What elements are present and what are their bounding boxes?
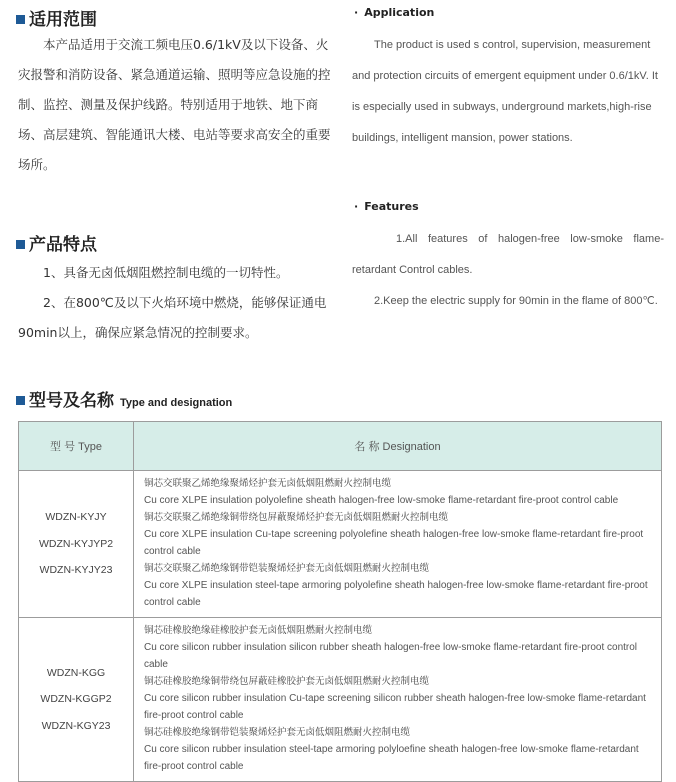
table-header-row: [19, 422, 662, 471]
designation-cn: 铜芯交联聚乙烯绝缘铜带绕包屏蔽聚烯烃护套无卤低烟阻燃耐火控制电缆: [144, 512, 449, 523]
model-code: WDZN-KYJYP2: [38, 537, 114, 550]
section-title-features-en: · Features: [354, 200, 419, 213]
bullet-dot-icon: ·: [354, 6, 359, 19]
model-code: WDZN-KGY23: [41, 719, 111, 732]
designation-cell: [134, 471, 662, 618]
model-cell: [19, 618, 134, 782]
model-cell: [19, 471, 134, 618]
feature-en-item-2: 2.Keep the electric supply for 90min in the flame of 800℃.: [374, 295, 658, 307]
designation-cn: 铜芯硅橡胶绝缘钢带铠装聚烯烃护套无卤低烟阻燃耐火控制电缆: [144, 727, 411, 738]
square-bullet-icon: [16, 15, 25, 24]
designation-en: Cu core silicon rubber insulation silicon rubber sheath halogen-free low-smoke flame-retardant fire-proot control cable: [144, 642, 638, 670]
model-code: WDZN-KGGP2: [40, 693, 112, 706]
feature-en-item-1: 1.All features of halogen-free low-smoke flame-retardant Control cables.: [352, 233, 664, 276]
applicable-body: 本产品适用于交流工频电压0.6/1kV及以下设备、火灾报警和消防设备、紧急通道运输、照明等应急设施的控制、监控、测量及保护线路。特别适用于地铁、地下商场、高层建筑、智能通讯大楼、电站等要求高安全的重要场所。: [18, 37, 331, 172]
designation-en: Cu core silicon rubber insulation Cu-tape screening silicon rubber sheath halogen-free low-smoke flame-retardant fire-proot control cable: [144, 693, 646, 721]
bullet-dot-icon: ·: [354, 200, 359, 213]
square-bullet-icon: [16, 396, 25, 405]
designation-cn: 铜芯硅橡胶绝缘铜带绕包屏蔽硅橡胶护套无卤低烟阻燃耐火控制电缆: [144, 676, 430, 687]
feature-cn-item-2: 2、在800℃及以下火焰环境中燃烧，能够保证通电90min以上，确保应紧急情况的控制要求。: [18, 295, 327, 340]
designation-en: Cu core XLPE insulation polyolefine sheath halogen-free low-smoke flame-retardant fire-proot control cable: [144, 495, 619, 506]
model-code: WDZN-KYJY: [45, 511, 107, 524]
section-title-type-designation: 型号及名称 Type and designation: [16, 386, 232, 411]
section-title-application: · Application: [354, 6, 435, 19]
designation-cn: 铜芯硅橡胶绝缘硅橡胶护套无卤低烟阻燃耐火控制电缆: [144, 625, 373, 636]
model-code: WDZN-KYJY23: [39, 564, 113, 577]
designation-en: Cu core XLPE insulation Cu-tape screening polyolefine sheath halogen-free low-smoke flame-retardant fire-proot control cable: [144, 529, 644, 557]
model-code: WDZN-KGG: [46, 666, 106, 679]
feature-cn-item-1: 1、具备无卤低烟阻燃控制电缆的一切特性。: [43, 265, 289, 280]
section-title-applicable: 适用范围: [16, 5, 97, 30]
application-body: The product is used s control, supervision, measurement and protection circuits of emergent equipment under 0.6/1kV. It is especially used in subways, underground markets,high-rise buildings, intelligent mansion, power stations.: [352, 39, 658, 144]
designation-en: Cu core silicon rubber insulation steel-tape armoring polyloefine sheath halogen-free low-smoke flame-retardant fire-proot control cable: [144, 744, 639, 772]
table-row: [19, 471, 662, 618]
section-title-features-cn: 产品特点: [16, 230, 97, 255]
designation-cn: 铜芯交联聚乙烯绝缘聚烯烃护套无卤低烟阻燃耐火控制电缆: [144, 478, 392, 489]
designation-cn: 铜芯交联聚乙烯绝缘钢带铠装聚烯烃护套无卤低烟阻燃耐火控制电缆: [144, 563, 430, 574]
type-designation-table: [18, 421, 662, 782]
column-header-type: 型 号 Type: [19, 422, 134, 471]
designation-cell: [134, 618, 662, 782]
column-header-designation: 名 称 Designation: [134, 422, 662, 471]
designation-en: Cu core XLPE insulation steel-tape armoring polyolefine sheath halogen-free low-smoke flame-retardant fire-proot control cable: [144, 580, 648, 608]
table-row: [19, 618, 662, 782]
square-bullet-icon: [16, 240, 25, 249]
